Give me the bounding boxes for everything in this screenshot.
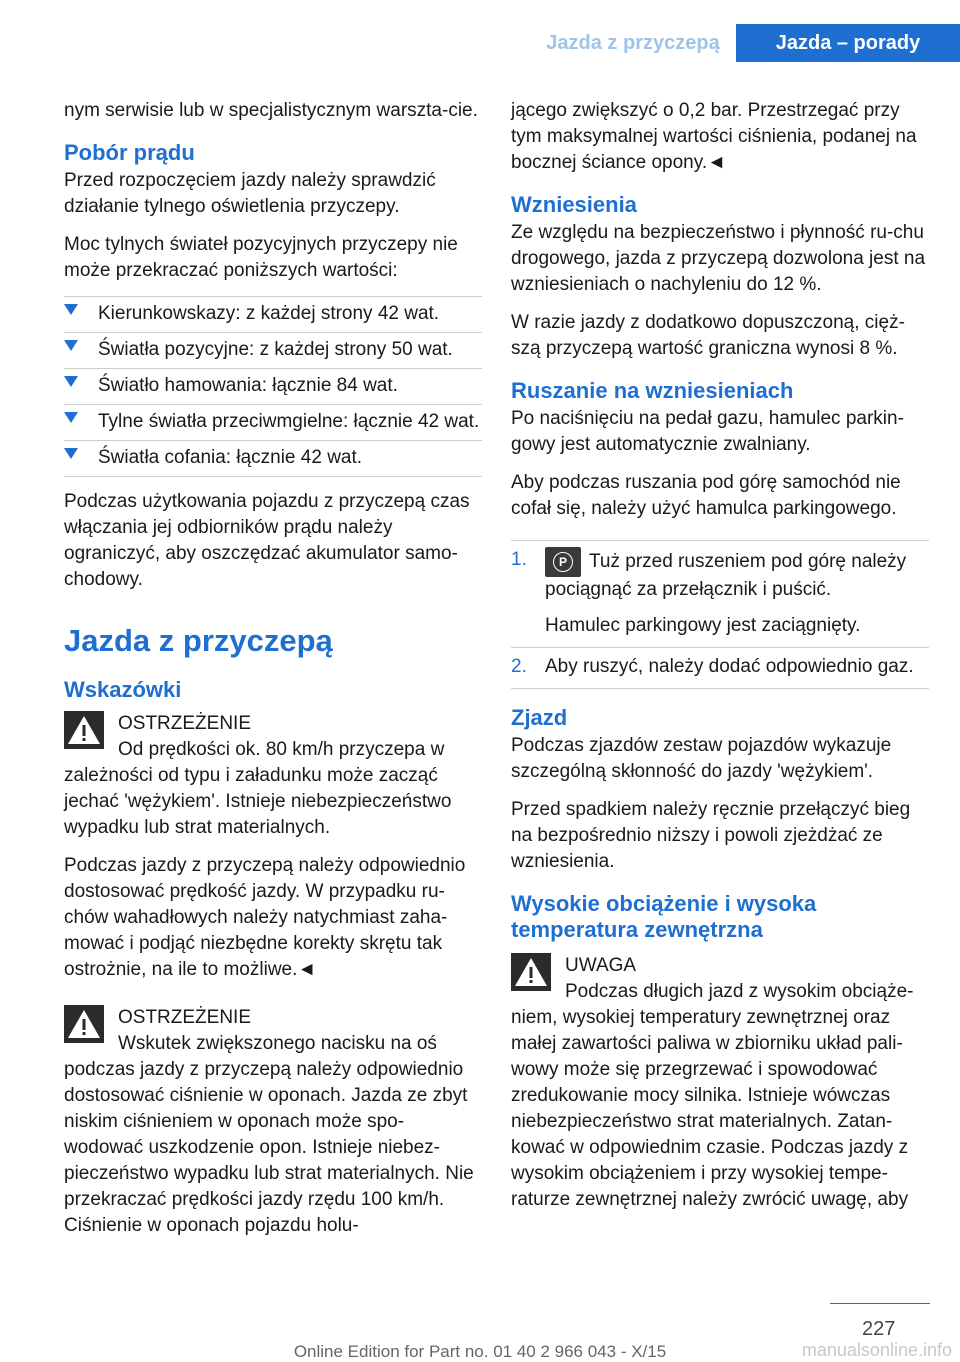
paragraph: Po naciśnięciu na pedał gazu, hamulec parkin‐gowy jest automatycznie zwalniany. <box>511 408 904 455</box>
heading-zjazd: Zjazd <box>511 705 568 730</box>
bullet-triangle-icon <box>64 340 78 351</box>
list-item: 2. Aby ruszyć, należy dodać odpowiednio gaz. <box>511 648 929 689</box>
warning-triangle-icon <box>511 953 551 991</box>
heading-wzniesienia: Wzniesienia <box>511 192 637 217</box>
right-column <box>511 98 929 1225</box>
warning-title: OSTRZEŻENIE <box>118 713 252 734</box>
list-item: Światła cofania: łącznie 42 wat. <box>64 441 482 477</box>
parking-brake-icon: P <box>545 547 581 577</box>
paragraph: Podczas zjazdów zestaw pojazdów wykazuje szczególną skłonność do jazdy 'wężykiem'. <box>511 735 892 782</box>
bullet-triangle-icon <box>64 304 78 315</box>
paragraph: W razie jazdy z dodatkowo dopuszczoną, cięż‐szą przyczepą wartość graniczna wynosi 8 %. <box>511 312 905 359</box>
step-result: Hamulec parkingowy jest zaciągnięty. <box>545 615 861 636</box>
header-section-title: Jazda z przyczepą <box>546 32 720 54</box>
end-mark: ◄ <box>297 959 317 980</box>
bullet-list <box>64 296 482 477</box>
warning-text: Wskutek zwiększonego nacisku na oś podczas jazdy z przyczepą należy odpowiednio dostosować ciśnienie w oponach. Jazda ze zbyt niskim ciśnieniem w oponach może spo‐wodować uszkodzenie opon. Istnieje niebez‐pieczeństwo wypadku lub strat materialnych. Nie przekraczać prędkości jazdy rzędu 100 km/h. Ciśnienie w oponach pojazdu holu‐ <box>64 1033 474 1236</box>
caution-title: UWAGA <box>565 955 637 976</box>
main-heading-jazda-z-przyczepa: Jazda z przyczepą <box>64 623 333 658</box>
list-item: Światła pozycyjne: z każdej strony 50 wat. <box>64 333 482 369</box>
list-item: Kierunkowskazy: z każdej strony 42 wat. <box>64 297 482 333</box>
left-column <box>64 98 482 1251</box>
warning-triangle-icon <box>64 711 104 749</box>
edition-footer: Online Edition for Part no. 01 40 2 966 043 - X/15 <box>293 1342 667 1361</box>
heading-wysokie-obciazenie: Wysokie obciążenie i wysoka temperatura zewnętrzna <box>511 891 817 942</box>
caution-text: Podczas długich jazd z wysokim obciąże‐niem, wysokiej temperatury zewnętrznej oraz małej zawartości paliwa w zbiorniku układ pali‐wowy może się przegrzewać i spowodować zredukowanie mocy silnika. Istnieje wówczas niebezpieczeństwo strat materialnych. Zatan‐kować w odpowiednim czasie. Podczas jazdy z wysokim obciążeniem i przy wysokiej tempe‐raturze zewnętrznej należy zwrócić uwagę, aby <box>511 981 914 1210</box>
footer-divider <box>830 1303 930 1304</box>
end-mark: ◄ <box>707 152 726 173</box>
step-list <box>511 540 929 689</box>
paragraph: Przed rozpoczęciem jazdy należy sprawdzić działanie tylnego oświetlenia przyczepy. <box>64 170 436 217</box>
paragraph: Podczas użytkowania pojazdu z przyczepą czas włączania jej odbiorników prądu należy ograniczyć, aby oszczędzać akumulator samo‐chodowy. <box>64 491 470 590</box>
warning-block <box>64 1005 482 1239</box>
warning-paragraph: Podczas jazdy z przyczepą należy odpowiednio dostosować prędkość jazdy. W przypadku ru‐chów wahadłowych należy natychmiast zaha‐mować i podjąć niezbędne korekty skrętu tak ostrożnie, na ile to możliwe.◄ <box>64 855 466 980</box>
paragraph: Ze względu na bezpieczeństwo i płynność ru‐chu drogowego, jazda z przyczepą dozwolona jest na wzniesieniach o nachyleniu do 12 %. <box>511 222 926 295</box>
step-number: 2. <box>511 656 527 677</box>
list-item: Światło hamowania: łącznie 84 wat. <box>64 369 482 405</box>
step-number: 1. <box>511 549 527 570</box>
paragraph: Przed spadkiem należy ręcznie przełączyć bieg na bezpośrednio niższy i powoli zjeżdżać ze wzniesienia. <box>511 799 911 872</box>
watermark: manualsonline.info <box>801 1340 952 1360</box>
paragraph: Aby podczas ruszania pod górę samochód nie cofał się, należy użyć hamulca parkingowego. <box>511 472 901 519</box>
heading-ruszanie: Ruszanie na wzniesieniach <box>511 378 794 403</box>
heading-wskazowki: Wskazówki <box>64 677 182 702</box>
warning-block <box>64 711 482 841</box>
warning-title: OSTRZEŻENIE <box>118 1007 252 1028</box>
heading-pobor-pradu: Pobór prądu <box>64 140 195 165</box>
list-item: 1. P Tuż przed ruszeniem pod górę należy pociągnąć za przełącznik i puścić. Hamulec parkingowy jest zaciągnięty. <box>511 541 929 648</box>
header-chapter-tab: Jazda – porady <box>736 24 960 62</box>
bullet-triangle-icon <box>64 376 78 387</box>
warning-text: Od prędkości ok. 80 km/h przyczepa w zależności od typu i załadunku może zacząć jechać 'wężykiem'. Istnieje niebezpieczeństwo wypadku lub strat materialnych. <box>64 739 452 838</box>
bullet-triangle-icon <box>64 448 78 459</box>
continuation-paragraph: jącego zwiększyć o 0,2 bar. Przestrzegać przy tym maksymalnej wartości ciśnienia, podanej na bocznej ściance opony.◄ <box>511 100 917 173</box>
bullet-triangle-icon <box>64 412 78 423</box>
page-number: 227 <box>862 1318 896 1340</box>
continuation-paragraph: nym serwisie lub w specjalistycznym warszta‐cie. <box>64 100 478 121</box>
caution-block <box>511 953 929 1213</box>
list-item: Tylne światła przeciwmgielne: łącznie 42 wat. <box>64 405 482 441</box>
warning-triangle-icon <box>64 1005 104 1043</box>
paragraph: Moc tylnych świateł pozycyjnych przyczepy nie może przekraczać poniższych wartości: <box>64 234 458 281</box>
page-header <box>0 24 960 62</box>
